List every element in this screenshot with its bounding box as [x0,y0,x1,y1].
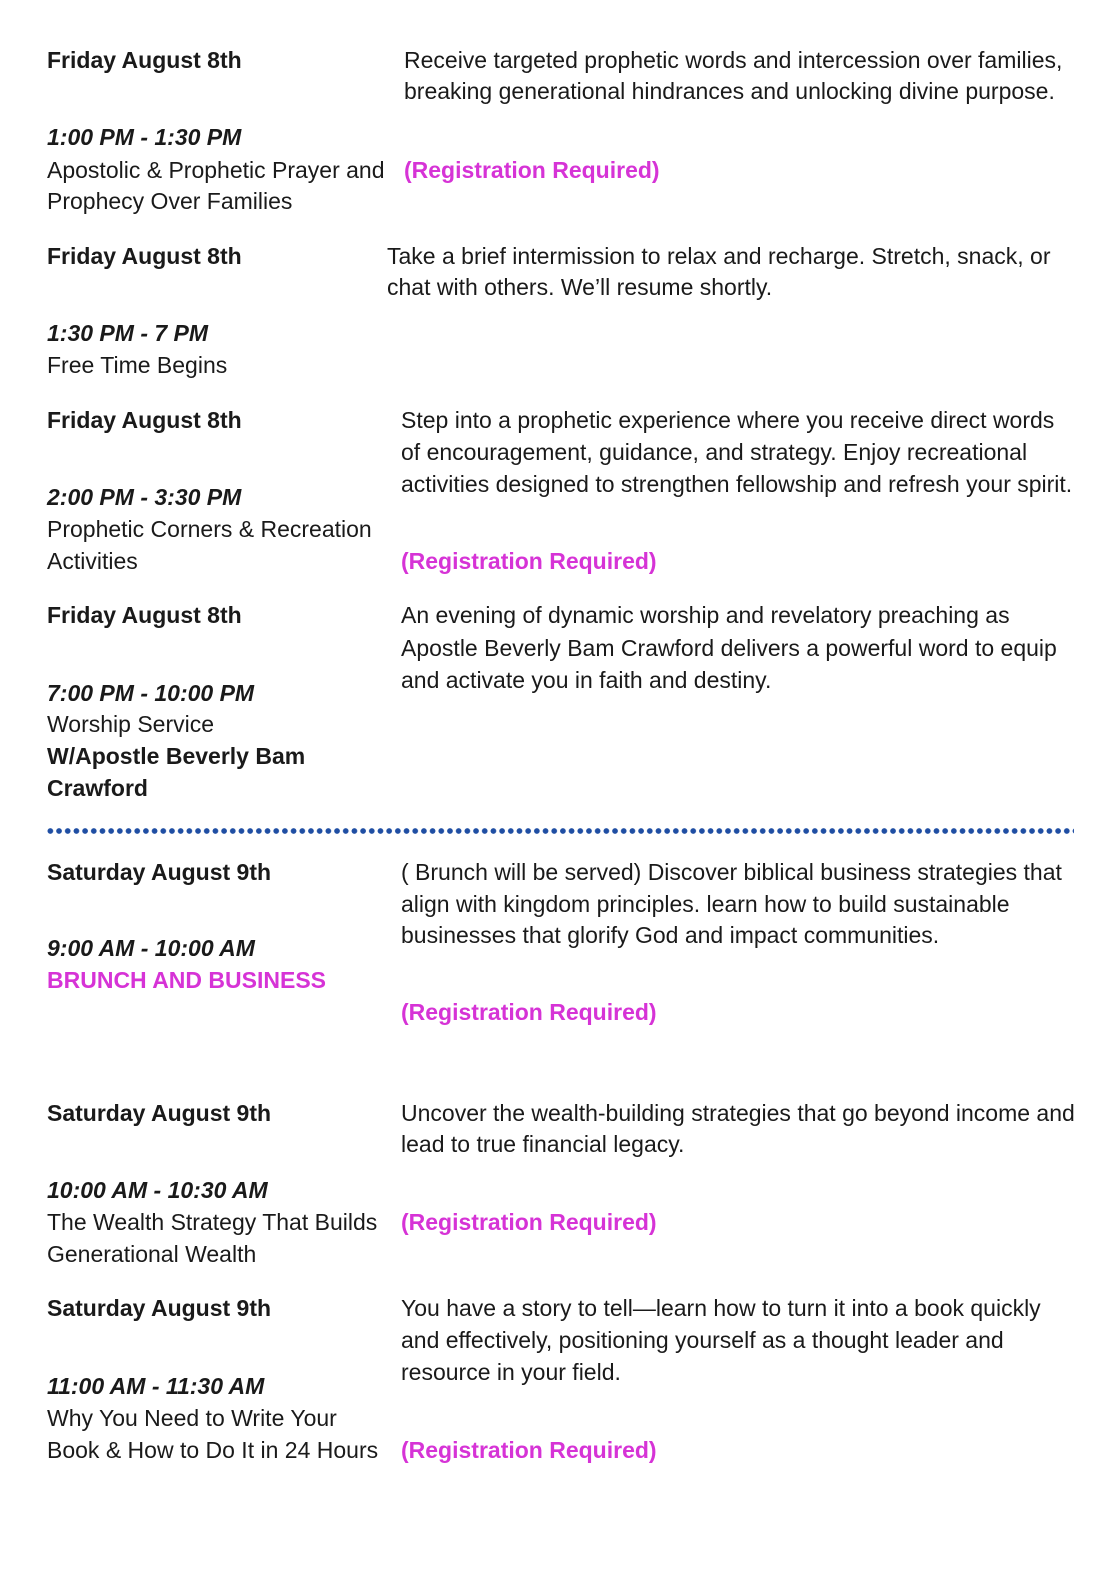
event-title: Book & How to Do It in 24 Hours [47,1437,379,1463]
event-title: Why You Need to Write Your [47,1405,337,1431]
event-time: 1:30 PM - 7 PM [47,320,209,346]
event-time: 9:00 AM - 10:00 AM [47,935,255,961]
event-date: Friday August 8th [47,407,242,433]
dotted-divider [46,827,1074,835]
event-time: 1:00 PM - 1:30 PM [47,124,242,150]
event-title: The Wealth Strategy That Builds [47,1209,378,1235]
event-description: Step into a prophetic experience where you receive direct words [401,407,1055,433]
event-time: 11:00 AM - 11:30 AM [47,1373,265,1399]
event-description: breaking generational hindrances and unlocking divine purpose. [404,78,1055,104]
event-title: Prophecy Over Families [47,188,293,214]
event-description: lead to true financial legacy. [401,1131,685,1157]
event-title: BRUNCH AND BUSINESS [47,967,326,993]
registration-required: (Registration Required) [401,1437,657,1463]
event-date: Saturday August 9th [47,1295,272,1321]
event-description: You have a story to tell—learn how to turn it into a book quickly [401,1295,1041,1321]
event-description: and effectively, positioning yourself as a thought leader and [401,1327,1004,1353]
event-title: Free Time Begins [47,352,228,378]
registration-required: (Registration Required) [401,1209,657,1235]
event-time: 7:00 PM - 10:00 PM [47,680,255,706]
event-description: An evening of dynamic worship and revelatory preaching as [401,602,1010,628]
event-time: 2:00 PM - 3:30 PM [47,484,242,510]
event-description: Receive targeted prophetic words and intercession over families, [404,47,1063,73]
event-title: Generational Wealth [47,1241,257,1267]
event-title: Worship Service [47,711,215,737]
event-title: Apostolic & Prophetic Prayer and [47,157,385,183]
event-description: ( Brunch will be served) Discover biblical business strategies that [401,859,1062,885]
event-time: 10:00 AM - 10:30 AM [47,1177,268,1203]
registration-required: (Registration Required) [404,157,660,183]
event-description: align with kingdom principles. learn how to build sustainable [401,891,1010,917]
event-speaker: Crawford [47,775,148,801]
event-date: Saturday August 9th [47,859,272,885]
event-title: Activities [47,548,138,574]
event-date: Friday August 8th [47,243,242,269]
event-date: Friday August 8th [47,47,242,73]
registration-required: (Registration Required) [401,999,657,1025]
event-description: Uncover the wealth-building strategies that go beyond income and [401,1100,1075,1126]
event-description: businesses that glorify God and impact communities. [401,922,940,948]
event-speaker: W/Apostle Beverly Bam [47,743,306,769]
event-title: Prophetic Corners & Recreation [47,516,372,542]
event-description: activities designed to strengthen fellowship and refresh your spirit. [401,471,1073,497]
event-date: Saturday August 9th [47,1100,272,1126]
event-description: Apostle Beverly Bam Crawford delivers a powerful word to equip [401,635,1057,661]
event-date: Friday August 8th [47,602,242,628]
event-description: chat with others. We’ll resume shortly. [387,274,773,300]
event-description: resource in your field. [401,1359,621,1385]
event-description: of encouragement, guidance, and strategy. Enjoy recreational [401,439,1028,465]
event-description: Take a brief intermission to relax and recharge. Stretch, snack, or [387,243,1051,269]
registration-required: (Registration Required) [401,548,657,574]
event-description: and activate you in faith and destiny. [401,667,772,693]
